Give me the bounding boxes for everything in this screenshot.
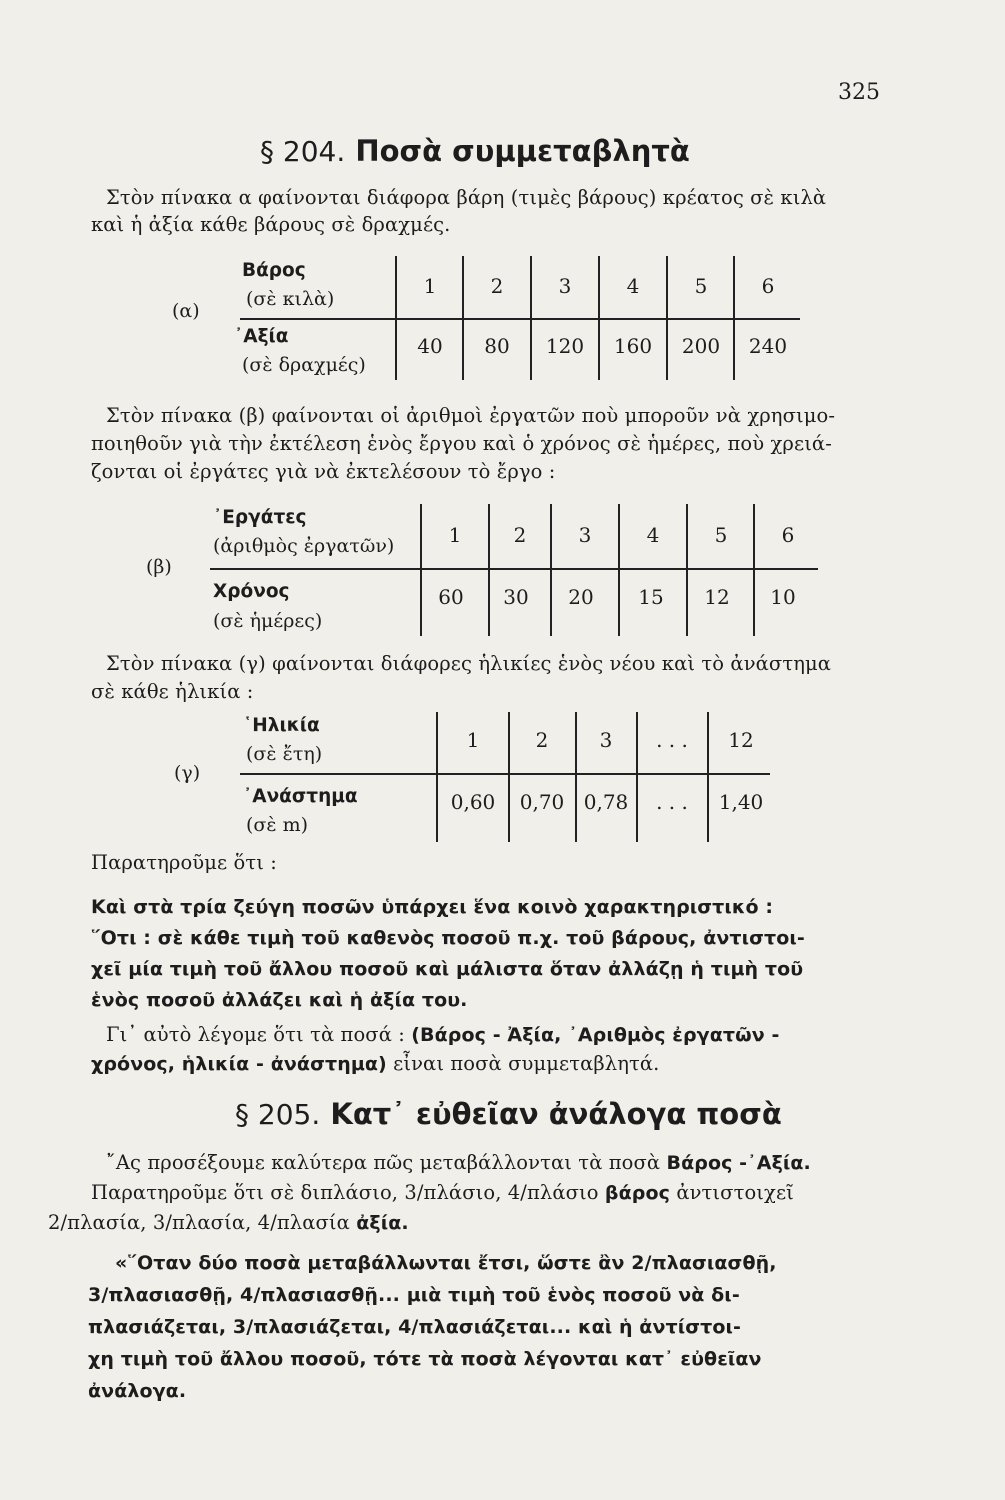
page-number: 325 xyxy=(838,80,880,105)
table-c-divider xyxy=(707,712,709,842)
table-a-cell: 6 xyxy=(761,274,775,298)
definition-line-5: ἀνάλογα. xyxy=(88,1380,187,1402)
bold-line-2: ῞Οτι : σὲ κάθε τιμὴ τοῦ καθενὸς ποσοῦ π.χ. τοῦ βάρους, ἀντιστοι- xyxy=(91,927,805,949)
table-c-row2-label: ᾿Ανάστημα xyxy=(243,786,358,807)
table-b-divider xyxy=(618,504,620,636)
section-205-number: § 205. xyxy=(235,1098,321,1131)
table-c-divider xyxy=(508,712,510,842)
table-a-cell: 160 xyxy=(613,334,653,358)
para-b-line-1: Στὸν πίνακα (β) φαίνονται οἱ ἀριθμοὶ ἐργατῶν ποὺ μποροῦν νὰ χρησιμο- xyxy=(106,404,836,427)
table-c-cell: . . . xyxy=(656,790,688,814)
table-a-rule xyxy=(240,318,800,320)
table-b-cell: 12 xyxy=(704,585,730,609)
conclusion-2-bold: χρόνος, ἡλικία - ἀνάστημα) xyxy=(91,1053,387,1075)
table-b-row2-unit: (σὲ ἡμέρες) xyxy=(213,610,323,632)
table-c-cell: . . . xyxy=(656,728,688,752)
para-b-line-2: ποιηθοῦν γιὰ τὴν ἐκτέλεση ἑνὸς ἔργου καὶ ὁ χρόνος σὲ ἡμέρες, ποὺ χρειά- xyxy=(91,432,832,455)
section-204-heading xyxy=(260,134,690,168)
sec205-line-2-text: Παρατηροῦμε ὅτι σὲ διπλάσιο, 3/πλάσιο, 4/πλάσιο xyxy=(91,1181,599,1204)
table-b-cell: 1 xyxy=(448,523,462,547)
table-b-row1-label: ᾿Εργάτες xyxy=(213,507,307,528)
table-c-divider xyxy=(636,712,638,842)
section-205-heading xyxy=(235,1097,782,1131)
sec205-line-3-text: 2/πλασία, 3/πλασία, 4/πλασία xyxy=(48,1211,350,1234)
table-a-cell: 80 xyxy=(484,334,510,358)
section-204-title: Ποσὰ συμμεταβλητὰ xyxy=(355,134,690,168)
table-b-rule xyxy=(210,568,818,570)
sec205-line-2-bold: βάρος xyxy=(604,1182,670,1204)
table-b-cell: 3 xyxy=(578,523,592,547)
table-a-cell: 1 xyxy=(423,274,437,298)
observe-line: Παρατηροῦμε ὅτι : xyxy=(91,851,277,874)
table-c-cell: 0,78 xyxy=(583,790,629,814)
table-a-row1-label: Βάρος xyxy=(242,260,306,281)
sec205-line-2-post: ἀντιστοιχεῖ xyxy=(676,1181,794,1204)
bold-line-3: χεῖ μία τιμὴ τοῦ ἄλλου ποσοῦ καὶ μάλιστα ὅταν ἀλλάζῃ ἡ τιμὴ τοῦ xyxy=(91,958,804,980)
conclusion-line-1 xyxy=(106,1023,779,1046)
definition-line-4: χη τιμὴ τοῦ ἄλλου ποσοῦ, τότε τὰ ποσὰ λέγονται κατ᾿ εὐθεῖαν xyxy=(88,1348,762,1370)
table-a-divider xyxy=(530,256,532,380)
table-c-cell: 12 xyxy=(728,728,754,752)
table-b-cell: 2 xyxy=(513,523,527,547)
section-205-title: Κατ᾿ εὐθεῖαν ἀνάλογα ποσὰ xyxy=(330,1097,782,1131)
table-c-cell: 1,40 xyxy=(718,790,764,814)
definition-line-2: 3/πλασιασθῇ, 4/πλασιασθῇ... μιὰ τιμὴ τοῦ ἑνὸς ποσοῦ νὰ δι- xyxy=(88,1284,740,1306)
table-c-cell: 0,60 xyxy=(450,790,496,814)
table-b-tag: (β) xyxy=(146,556,172,578)
table-b-row2-label: Χρόνος xyxy=(213,581,290,602)
table-a-row2-unit: (σὲ δραχμές) xyxy=(242,354,366,376)
table-a-divider xyxy=(733,256,735,380)
table-a-cell: 120 xyxy=(545,334,585,358)
intro-line-2: καὶ ἡ ἀξία κάθε βάρους σὲ δραχμές. xyxy=(91,213,451,236)
bold-line-4: ἑνὸς ποσοῦ ἀλλάζει καὶ ἡ ἀξία του. xyxy=(91,989,468,1011)
table-a-cell: 200 xyxy=(681,334,721,358)
table-a-tag: (α) xyxy=(172,300,200,322)
table-b-divider xyxy=(488,504,490,636)
table-c-row1-label: ῾Ηλικία xyxy=(243,715,320,736)
table-c-divider xyxy=(575,712,577,842)
table-c-cell: 0,70 xyxy=(519,790,565,814)
table-b-divider xyxy=(753,504,755,636)
definition-line-3: πλασιάζεται, 3/πλασιάζεται, 4/πλασιάζεται... καὶ ἡ ἀντίστοι- xyxy=(88,1316,741,1338)
table-a-cell: 3 xyxy=(558,274,572,298)
table-c-rule xyxy=(240,773,770,775)
table-b-divider xyxy=(686,504,688,636)
sec205-line-1 xyxy=(106,1151,811,1174)
table-a-divider xyxy=(395,256,397,380)
table-a-cell: 2 xyxy=(490,274,504,298)
conclusion-line-2 xyxy=(91,1052,659,1075)
para-c-line-1: Στὸν πίνακα (γ) φαίνονται διάφορες ἡλικίες ἑνὸς νέου καὶ τὸ ἀνάστημα xyxy=(106,652,832,675)
table-b-divider xyxy=(420,504,422,636)
table-c-divider xyxy=(436,712,438,842)
para-c-line-2: σὲ κάθε ἡλικία : xyxy=(91,680,254,703)
conclusion-1-bold: (Βάρος - Ἀξία, ᾿Αριθμὸς ἐργατῶν - xyxy=(411,1024,780,1046)
table-a-cell: 40 xyxy=(417,334,443,358)
table-c-cell: 1 xyxy=(466,728,480,752)
table-b-cell: 6 xyxy=(781,523,795,547)
table-c-cell: 2 xyxy=(535,728,549,752)
table-a-divider xyxy=(462,256,464,380)
definition-line-1: «῞Οταν δύο ποσὰ μεταβάλλωνται ἔτσι, ὥστε ἂν 2/πλασιασθῇ, xyxy=(115,1252,777,1274)
table-b-cell: 5 xyxy=(714,523,728,547)
table-c-tag: (γ) xyxy=(174,762,201,784)
sec205-line-1-bold: Βάρος -᾿Αξία. xyxy=(666,1152,811,1174)
table-a-row2-label: ᾿Αξία xyxy=(234,326,289,347)
table-c-cell: 3 xyxy=(599,728,613,752)
table-c-row1-unit: (σὲ ἔτη) xyxy=(246,743,323,765)
sec205-line-3-bold: ἀξία. xyxy=(356,1212,409,1234)
bold-line-1: Καὶ στὰ τρία ζεύγη ποσῶν ὑπάρχει ἕνα κοινὸ χαρακτηριστικό : xyxy=(91,896,774,918)
section-204-number: § 204. xyxy=(260,135,346,168)
table-b-cell: 15 xyxy=(638,585,664,609)
table-b-cell: 4 xyxy=(646,523,660,547)
table-a-divider xyxy=(598,256,600,380)
table-b-row1-unit: (ἀριθμὸς ἐργατῶν) xyxy=(213,535,395,557)
conclusion-1-text: Γι᾿ αὐτὸ λέγομε ὅτι τὰ ποσά : xyxy=(106,1023,405,1046)
table-b-cell: 60 xyxy=(438,585,464,609)
table-b-divider xyxy=(550,504,552,636)
table-b-cell: 10 xyxy=(770,585,796,609)
table-a-cell: 240 xyxy=(748,334,788,358)
table-a-divider xyxy=(666,256,668,380)
para-b-line-3: ζονται οἱ ἐργάτες γιὰ νὰ ἐκτελέσουν τὸ ἔργο : xyxy=(91,460,556,483)
conclusion-2-text: εἶναι ποσὰ συμμεταβλητά. xyxy=(393,1052,660,1075)
intro-line-1: Στὸν πίνακα α φαίνονται διάφορα βάρη (τιμὲς βάρους) κρέατος σὲ κιλὰ xyxy=(106,186,827,209)
table-b-cell: 20 xyxy=(568,585,594,609)
table-a-cell: 5 xyxy=(694,274,708,298)
table-a-row1-unit: (σὲ κιλὰ) xyxy=(246,288,335,310)
table-a-cell: 4 xyxy=(626,274,640,298)
sec205-line-1-text: ῎Ας προσέξουμε καλύτερα πῶς μεταβάλλονται τὰ ποσὰ xyxy=(106,1151,661,1174)
table-b-cell: 30 xyxy=(503,585,529,609)
sec205-line-3 xyxy=(48,1211,409,1234)
table-c-row2-unit: (σὲ m) xyxy=(246,814,309,836)
sec205-line-2 xyxy=(91,1181,794,1204)
